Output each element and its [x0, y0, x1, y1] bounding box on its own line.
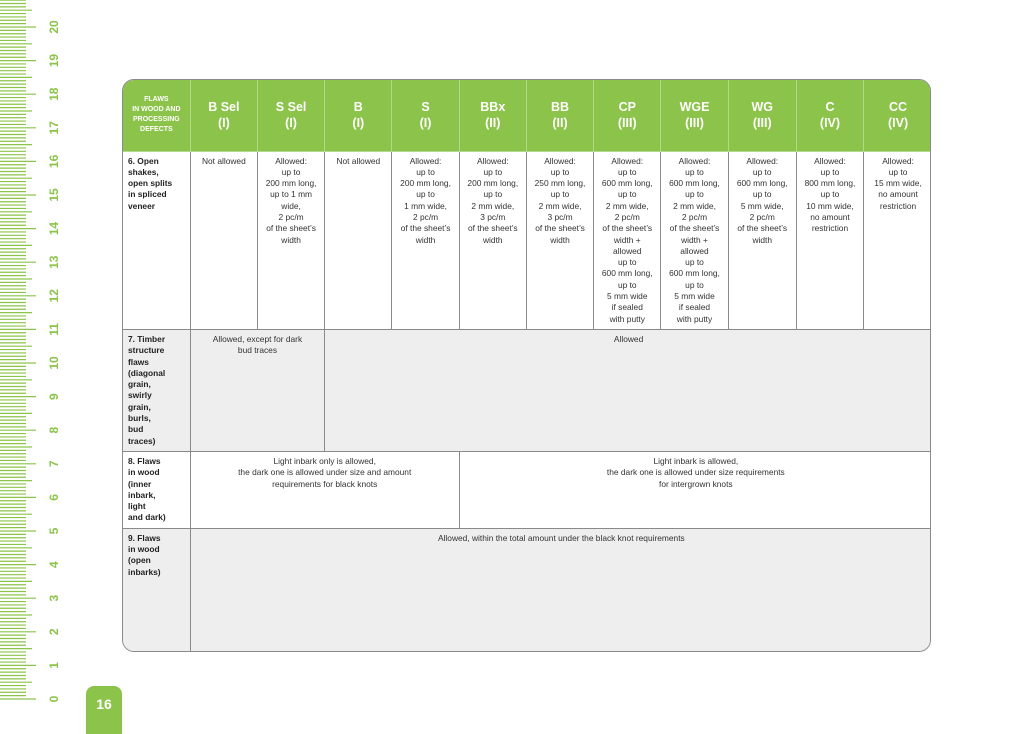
table-cell: Not allowed	[325, 151, 392, 329]
table-cell: Not allowed	[190, 151, 257, 329]
header-row	[123, 80, 931, 151]
row-label: 7. Timber structure flaws (diagonal grain, swirly grain, burls, bud traces)	[123, 329, 190, 451]
ruler-label: 11	[47, 323, 62, 336]
ruler-label: 6	[47, 494, 62, 501]
table-cell: Allowed: up to 200 mm long, up to 1 mm wide, 2 pc/m of the sheet’s width	[392, 151, 459, 329]
ruler-label: 14	[47, 221, 62, 236]
header-flaws-label: FLAWS IN WOOD AND PROCESSING DEFECTS	[123, 80, 190, 151]
table-cell: Allowed, within the total amount under the black knot requirements	[190, 528, 931, 652]
table-row-open-inbarks	[123, 528, 931, 652]
table-cell: Allowed	[325, 329, 931, 451]
ruler-label: 4	[47, 561, 62, 568]
table-row-timber-structure	[123, 329, 931, 451]
header-grade: S (I)	[392, 80, 459, 151]
row-label: 8. Flaws in wood (inner inbark, light and dark)	[123, 451, 190, 528]
ruler-label: 5	[47, 527, 62, 535]
table-cell: Allowed, except for dark bud traces	[190, 329, 324, 451]
table-cell: Allowed: up to 200 mm long, up to 2 mm wide, 3 pc/m of the sheet’s width	[459, 151, 526, 329]
header-grade: BBx (II)	[459, 80, 526, 151]
table-row-open-shakes	[123, 151, 931, 329]
table-cell: Allowed: up to 600 mm long, up to 2 mm wide, 2 pc/m of the sheet’s width + allowed up to 600 mm long, up to 5 mm wide if sealed with putty	[594, 151, 661, 329]
header-grade: WGE (III)	[661, 80, 728, 151]
header-grade: BB (II)	[526, 80, 593, 151]
table-cell: Allowed: up to 600 mm long, up to 2 mm wide, 2 pc/m of the sheet’s width + allowed up to 600 mm long, up to 5 mm wide if sealed with putty	[661, 151, 728, 329]
ruler-label: 7	[47, 460, 62, 468]
flaws-table	[123, 80, 931, 652]
table-row-inner-inbark	[123, 451, 931, 528]
ruler-label: 10	[47, 356, 62, 370]
header-grade: C (IV)	[796, 80, 863, 151]
table-cell: Allowed: up to 15 mm wide, no amount restriction	[864, 151, 931, 329]
ruler-label: 17	[47, 121, 62, 135]
header-grade: B Sel (I)	[190, 80, 257, 151]
ruler-label: 0	[47, 695, 62, 703]
ruler-label: 9	[47, 393, 62, 400]
ruler-label: 13	[47, 255, 62, 269]
table-cell: Allowed: up to 800 mm long, up to 10 mm wide, no amount restriction	[796, 151, 863, 329]
ruler-label: 12	[47, 289, 62, 303]
ruler-label: 3	[47, 594, 62, 602]
header-grade: CC (IV)	[864, 80, 931, 151]
header-grade: B (I)	[325, 80, 392, 151]
page-number-tab	[86, 686, 122, 734]
row-label: 6. Open shakes, open splits in spliced veneer	[123, 151, 190, 329]
side-ruler	[0, 0, 64, 734]
ruler-label: 18	[47, 87, 62, 101]
ruler-label: 1	[47, 662, 62, 669]
header-grade: CP (III)	[594, 80, 661, 151]
table-cell: Light inbark only is allowed, the dark one is allowed under size and amount requirements for black knots	[190, 451, 459, 528]
table-cell: Allowed: up to 200 mm long, up to 1 mm wide, 2 pc/m of the sheet’s width	[257, 151, 324, 329]
table-cell: Allowed: up to 250 mm long, up to 2 mm wide, 3 pc/m of the sheet’s width	[526, 151, 593, 329]
page-number: 16	[96, 696, 112, 712]
ruler-label: 15	[47, 188, 62, 202]
ruler-label: 2	[47, 628, 62, 636]
header-grade: WG (III)	[728, 80, 796, 151]
table-cell: Light inbark is allowed, the dark one is allowed under size requirements for intergrown knots	[459, 451, 931, 528]
table-cell: Allowed: up to 600 mm long, up to 5 mm wide, 2 pc/m of the sheet’s width	[728, 151, 796, 329]
header-grade: S Sel (I)	[257, 80, 324, 151]
flaws-table-card	[122, 79, 931, 652]
ruler-label: 19	[47, 53, 62, 68]
ruler-label: 8	[47, 426, 62, 434]
ruler-label: 16	[47, 154, 62, 169]
row-label: 9. Flaws in wood (open inbarks)	[123, 528, 190, 652]
ruler-label: 20	[47, 20, 62, 34]
